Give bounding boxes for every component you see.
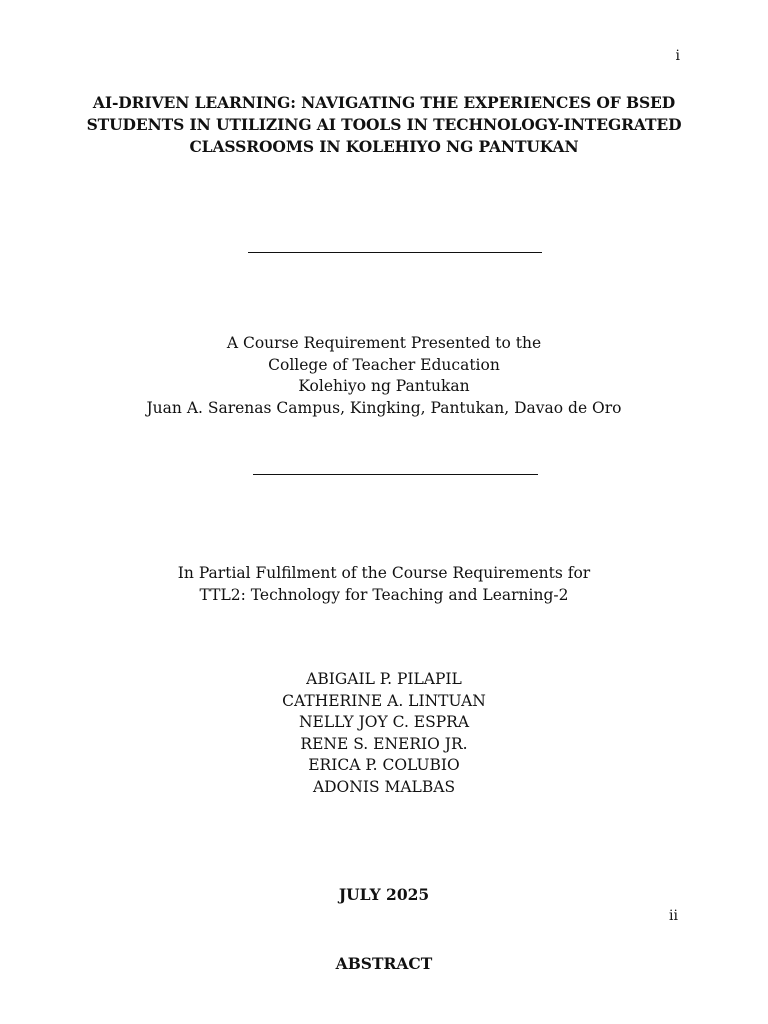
presentation-line-2: College of Teacher Education [268, 355, 500, 374]
presentation-line-4: Juan A. Sarenas Campus, Kingking, Pantukan, Davao de Oro [146, 398, 622, 417]
title-line-2: STUDENTS IN UTILIZING AI TOOLS IN TECHNOLOGY-INTEGRATED [86, 115, 682, 134]
authors-list [60, 669, 708, 798]
abstract-heading: ABSTRACT [335, 954, 433, 973]
page-number-2: ii [669, 908, 678, 924]
author-name: RENE S. ENERIO JR. [300, 734, 468, 753]
fulfilment-line-2: TTL2: Technology for Teaching and Learning-2 [199, 585, 569, 604]
document-title [80, 92, 688, 158]
fulfilment-line-1: In Partial Fulfilment of the Course Requirements for [177, 564, 591, 582]
author-name: CATHERINE A. LINTUAN [282, 691, 486, 710]
title-line-3: CLASSROOMS IN KOLEHIYO NG PANTUKAN [189, 137, 579, 156]
author-name: NELLY JOY C. ESPRA [298, 713, 470, 731]
submission-date: JULY 2025 [338, 885, 430, 904]
author-name: ABIGAIL P. PILAPIL [306, 670, 462, 688]
author-name: ADONIS MALBAS [312, 777, 456, 796]
author-name: ERICA P. COLUBIO [308, 756, 460, 774]
divider-line-1 [248, 252, 542, 253]
fulfilment-block [60, 563, 708, 606]
presentation-line-3: Kolehiyo ng Pantukan [298, 377, 470, 395]
page-number: i [675, 48, 680, 64]
title-line-1: AI-DRIVEN LEARNING: NAVIGATING THE EXPERIENCES OF BSED [92, 93, 676, 112]
presentation-block [60, 333, 708, 419]
presentation-line-1: A Course Requirement Presented to the [226, 334, 542, 352]
divider-line-2 [253, 474, 538, 475]
